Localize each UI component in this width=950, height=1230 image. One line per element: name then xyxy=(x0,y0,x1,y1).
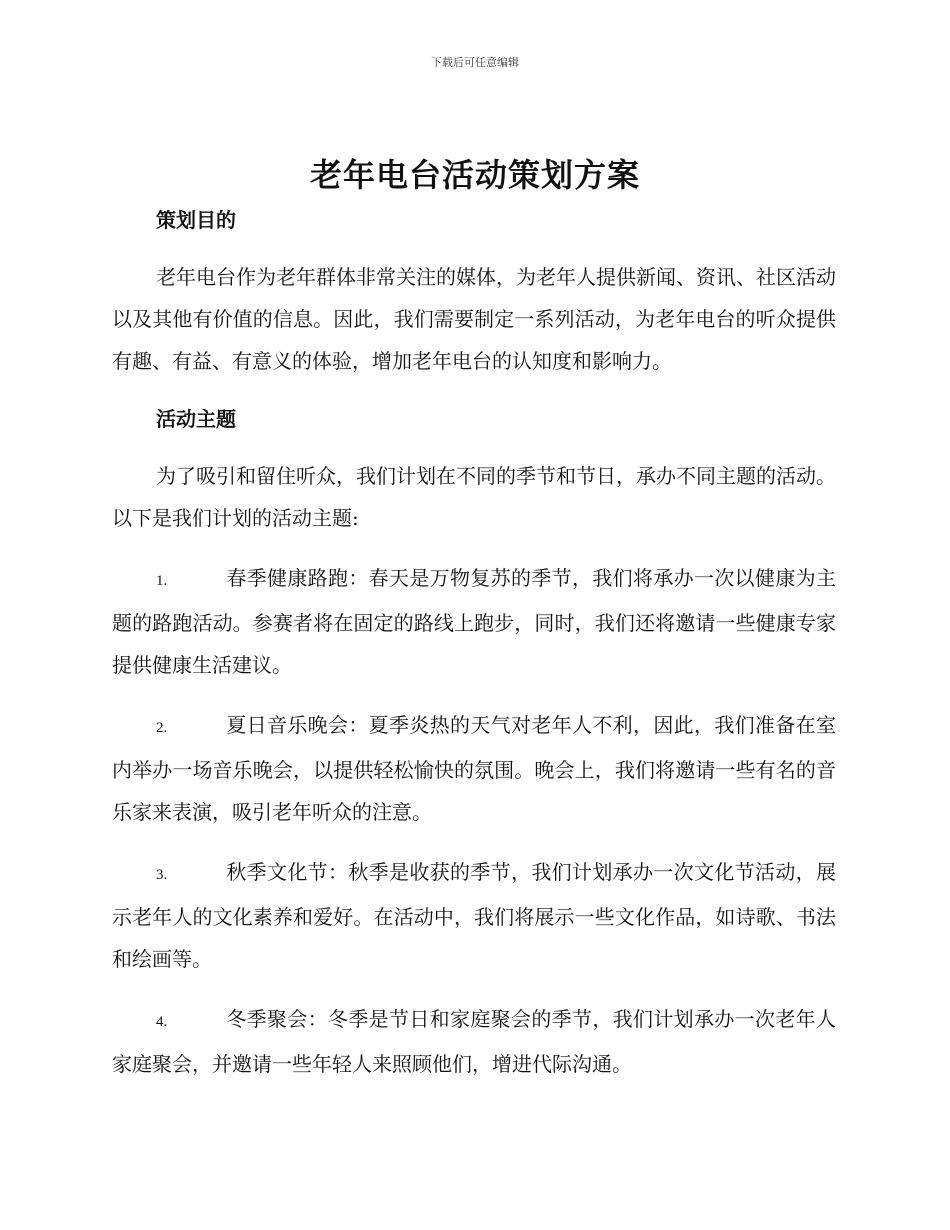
section-paragraph-purpose: 老年电台作为老年群体非常关注的媒体，为老年人提供新闻、资讯、社区活动以及其他有价值的信息。因此，我们需要制定一系列活动，为老年电台的听众提供有趣、有益、有意义的体验，增加老年电台的认知度和影响力。 xyxy=(112,265,836,373)
list-item-number: 3. xyxy=(156,867,168,883)
list-item-text: 冬季聚会：冬季是节日和家庭聚会的季节，我们计划承办一次老年人家庭聚会，并邀请一些年轻人来照顾他们，增进代际沟通。 xyxy=(112,1007,836,1076)
list-item-text: 春季健康路跑：春天是万物复苏的季节，我们将承办一次以健康为主题的路跑活动。参赛者将在固定的路线上跑步，同时，我们还将邀请一些健康专家提供健康生活建议。 xyxy=(112,566,836,677)
list-item xyxy=(112,998,836,1085)
list-item xyxy=(112,704,836,833)
section-heading-purpose: 策划目的 xyxy=(156,208,236,232)
list-item xyxy=(112,557,836,686)
list-item xyxy=(112,851,836,980)
list-item-number: 4. xyxy=(156,1014,168,1030)
document-body xyxy=(112,203,836,1085)
document-title: 老年电台活动策划方案 xyxy=(309,156,640,194)
header-note: 下载后可任意编辑 xyxy=(431,56,519,69)
section-paragraph-theme: 为了吸引和留住听众，我们计划在不同的季节和节日，承办不同主题的活动。以下是我们计划的活动主题: xyxy=(112,464,836,530)
section-heading-theme: 活动主题 xyxy=(156,407,236,431)
list-item-number: 1. xyxy=(156,573,168,589)
list-item-text: 秋季文化节：秋季是收获的季节，我们计划承办一次文化节活动，展示老年人的文化素养和爱好。在活动中，我们将展示一些文化作品，如诗歌、书法和绘画等。 xyxy=(112,860,836,971)
list-item-number: 2. xyxy=(156,720,168,736)
list-item-text: 夏日音乐晚会：夏季炎热的天气对老年人不利，因此，我们准备在室内举办一场音乐晚会，以提供轻松愉快的氛围。晚会上，我们将邀请一些有名的音乐家来表演，吸引老年听众的注意。 xyxy=(112,713,836,824)
